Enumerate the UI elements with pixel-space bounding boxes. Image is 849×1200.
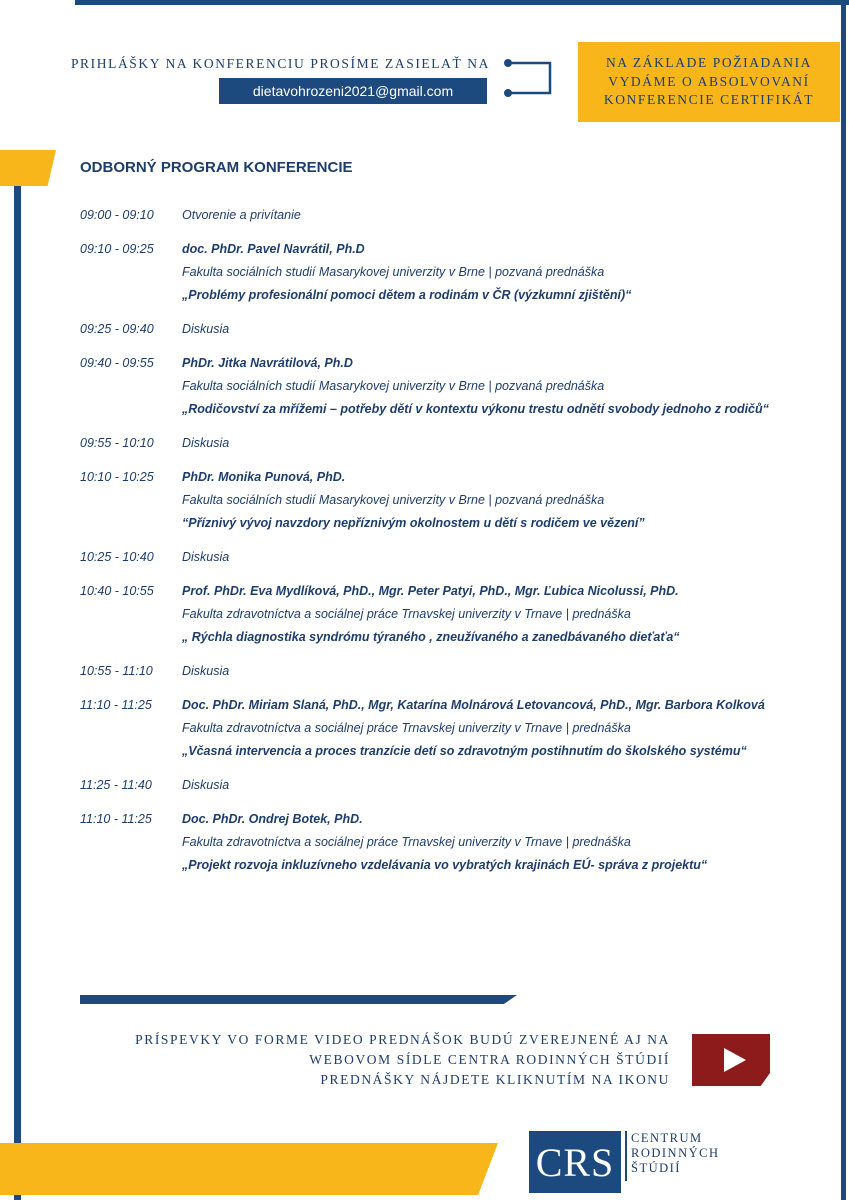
program-entry: [80, 774, 770, 797]
entry-label: Diskusia: [182, 550, 230, 564]
entry-talk: „Problémy profesionální pomoci dětem a rodinám v ČR (výzkumní zjištění)“: [182, 288, 632, 302]
entry-affiliation: Fakulta sociálních studií Masarykovej univerzity v Brne | pozvaná prednáška: [182, 379, 605, 393]
entry-time: 09:55 - 10:10: [80, 436, 154, 450]
entry-affiliation: Fakulta zdravotníctva a sociálnej práce Trnavskej univerzity v Trnave | prednáška: [182, 607, 631, 621]
program-entry: [80, 318, 770, 341]
right-border-line: [841, 0, 846, 1200]
logo-divider: [625, 1131, 627, 1181]
entry-time: 10:25 - 10:40: [80, 550, 154, 564]
entry-label: Diskusia: [182, 664, 230, 678]
entry-speaker: Doc. PhDr. Miriam Slaná, PhD., Mgr, Katarína Molnárová Letovancová, PhD., Mgr. Barbora Kolková: [182, 698, 765, 712]
email-address[interactable]: dietavohrozeni2021@gmail.com: [219, 78, 487, 104]
program-entry: [80, 694, 770, 763]
entry-talk: „Včasná intervencia a proces tranzície detí so zdravotným postihnutím do školského systému“: [182, 744, 747, 758]
entry-affiliation: Fakulta sociálních studií Masarykovej univerzity v Brne | pozvaná prednáška: [182, 265, 605, 279]
entry-affiliation: Fakulta sociálních studií Masarykovej univerzity v Brne | pozvaná prednáška: [182, 493, 605, 507]
entry-time: 09:00 - 09:10: [80, 208, 154, 222]
entry-time: 09:40 - 09:55: [80, 356, 154, 370]
video-note-line: PRÍSPEVKY VO FORME VIDEO PREDNÁŠOK BUDÚ ZVEREJNENÉ AJ NA: [135, 1032, 670, 1047]
program-entry: [80, 352, 770, 421]
crs-logo: CRS: [529, 1131, 621, 1193]
certificate-line: KONFERENCIE CERTIFIKÁT: [603, 92, 815, 108]
program-entry: [80, 660, 770, 683]
registration-text: PRIHLÁŠKY NA KONFERENCIU PROSÍME ZASIELAŤ NA: [70, 56, 490, 71]
certificate-line: VYDÁME O ABSOLVOVANÍ: [608, 73, 810, 89]
entry-speaker: Doc. PhDr. Ondrej Botek, PhD.: [182, 812, 363, 826]
program-entry: [80, 432, 770, 455]
program-entry: [80, 466, 770, 535]
certificate-line: NA ZÁKLADE POŽIADANIA: [605, 55, 813, 71]
entry-talk: „ Rýchla diagnostika syndrómu týraného , zneužívaného a zanedbávaného dieťaťa“: [182, 630, 680, 644]
video-note: [40, 1030, 670, 1090]
program-entry: [80, 808, 770, 877]
left-border-line: [14, 150, 21, 1200]
left-gold-tab: [0, 150, 56, 186]
entry-affiliation: Fakulta zdravotníctva a sociálnej práce Trnavskej univerzity v Trnave | prednáška: [182, 835, 631, 849]
entry-label: Otvorenie a privítanie: [182, 208, 301, 222]
entry-speaker: PhDr. Monika Punová, PhD.: [182, 470, 346, 484]
footer-gold-bar: [0, 1143, 498, 1195]
entry-speaker: Prof. PhDr. Eva Mydlíková, PhD., Mgr. Peter Patyi, PhD., Mgr. Ľubica Nicolussi, PhD.: [182, 584, 679, 598]
logo-name-line: RODINNÝCH: [631, 1146, 720, 1160]
program-list: [80, 204, 770, 888]
certificate-box: [578, 42, 840, 122]
video-note-line: WEBOVOM SÍDLE CENTRA RODINNÝCH ŠTÚDIÍ: [309, 1052, 670, 1067]
entry-time: 10:40 - 10:55: [80, 584, 154, 598]
entry-affiliation: Fakulta zdravotníctva a sociálnej práce Trnavskej univerzity v Trnave | prednáška: [182, 721, 631, 735]
program-entry: [80, 546, 770, 569]
entry-time: 10:55 - 11:10: [80, 664, 153, 678]
logo-name-line: ŠTÚDIÍ: [631, 1161, 681, 1175]
entry-speaker: doc. PhDr. Pavel Navrátil, Ph.D: [182, 242, 365, 256]
play-icon[interactable]: [724, 1048, 746, 1072]
entry-talk: “Příznivý vývoj navzdory nepříznivým okolnostem u dětí s rodičem ve vězení”: [182, 516, 645, 530]
entry-time: 10:10 - 10:25: [80, 470, 154, 484]
program-entry: [80, 580, 770, 649]
program-entry: [80, 204, 770, 227]
entry-label: Diskusia: [182, 322, 230, 336]
connector-graphic: [500, 54, 562, 102]
entry-time: 11:25 - 11:40: [80, 778, 152, 792]
section-divider: [80, 995, 517, 1004]
entry-talk: „Rodičovství za mřížemi – potřeby dětí v kontextu výkonu trestu odnětí svobody jednoho z rodičů“: [182, 402, 769, 416]
top-border-line: [75, 0, 849, 5]
entry-time: 11:10 - 11:25: [80, 698, 152, 712]
entry-label: Diskusia: [182, 778, 230, 792]
entry-time: 09:10 - 09:25: [80, 242, 154, 256]
video-note-line: PREDNÁŠKY NÁJDETE KLIKNUTÍM NA IKONU: [320, 1072, 670, 1087]
logo-name: [631, 1131, 720, 1176]
entry-time: 11:10 - 11:25: [80, 812, 152, 826]
entry-time: 09:25 - 09:40: [80, 322, 154, 336]
program-entry: [80, 238, 770, 307]
logo-name-line: CENTRUM: [631, 1131, 703, 1145]
entry-talk: „Projekt rozvoja inkluzívneho vzdelávania vo vybratých krajinách EÚ- správa z projektu“: [182, 858, 708, 872]
entry-speaker: PhDr. Jitka Navrátilová, Ph.D: [182, 356, 353, 370]
entry-label: Diskusia: [182, 436, 230, 450]
program-title: ODBORNÝ PROGRAM KONFERENCIE: [80, 159, 353, 176]
